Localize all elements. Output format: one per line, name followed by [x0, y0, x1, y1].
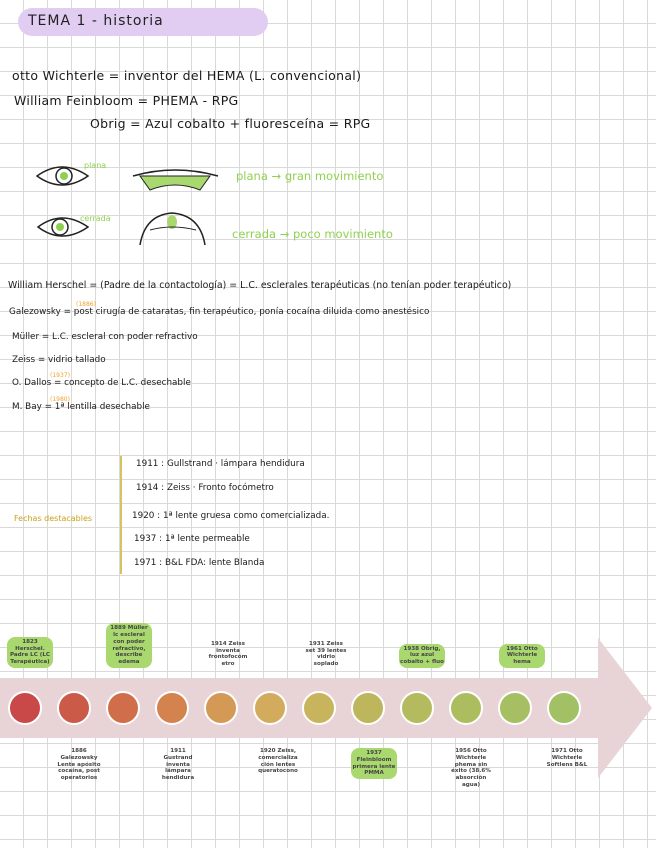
pupil-closed: [56, 223, 64, 231]
history-bay: M. Bay = 1ª lentilla desechable: [12, 402, 150, 412]
history-galezowsky-year: (1886): [76, 301, 96, 308]
timeline-label-top: 1961 Otto Wichterle hema: [499, 644, 545, 668]
history-dallos: O. Dallos = concepto de L.C. desechable: [12, 378, 191, 388]
timeline-label-bottom: 1911 Gustrand inventa lámpara hendidura: [161, 748, 195, 782]
timeline-label-bottom: 1971 Otto Wichterle Softlens B&L: [546, 748, 588, 768]
timeline-label-top: 1931 Zeiss set 39 lentes vidrio soplado: [305, 640, 347, 668]
timeline-milestone-dot: [401, 692, 433, 724]
history-muller: Müller = L.C. escleral con poder refractivo: [12, 332, 198, 342]
timeline-label-bottom: 1956 Otto Wichterle phema sin éxito (38.6% absorción agua): [451, 748, 491, 788]
history-herschel: William Herschel = (Padre de la contactología) = L.C. esclerales terapéuticas (no tenían poder terapéutico): [8, 280, 512, 291]
timeline-milestone-dot: [352, 692, 384, 724]
history-galezowsky: Galezowsky = post cirugía de cataratas, fin terapéutico, ponía cocaína diluida como anestésico: [9, 307, 430, 317]
key-dates-label: Fechas destacables: [14, 514, 93, 523]
intro-line-wichterle: otto Wichterle = inventor del HEMA (L. convencional): [12, 68, 362, 83]
timeline-milestone-dot: [107, 692, 139, 724]
key-date-item: 1971 : B&L FDA: lente Blanda: [134, 558, 265, 568]
intro-line-feinbloom: William Feinbloom = PHEMA - RPG: [14, 93, 239, 108]
timeline-milestone-dot: [205, 692, 237, 724]
key-date-item: 1920 : 1ª lente gruesa como comercializada.: [132, 511, 330, 521]
key-date-item: 1937 : 1ª lente permeable: [134, 534, 250, 544]
timeline-milestone-dot: [548, 692, 580, 724]
timeline-label-top: 1823 Herschel. Padre LC (LC Terapéutica): [7, 637, 53, 668]
timeline-label-top: 1914 Zeiss inventa frontofocóm etro: [208, 640, 248, 668]
caption-cerrada: cerrada → poco movimiento: [232, 227, 393, 241]
intro-line-obrig: Obrig = Azul cobalto + fluoresceína = RPG: [90, 116, 371, 131]
timeline-milestone-dot: [303, 692, 335, 724]
label-plana: plana: [84, 161, 107, 170]
timeline-milestone-dot: [499, 692, 531, 724]
timeline-label-top: 1938 Obrig, luz azul cobalto + fluo: [399, 644, 445, 668]
timeline-milestone-dot: [156, 692, 188, 724]
page-title: TEMA 1 - historia: [28, 13, 164, 29]
timeline-milestone-dot: [58, 692, 90, 724]
key-date-item: 1911 : Gullstrand · lámpara hendidura: [136, 459, 305, 469]
timeline-label-bottom: 1886 Galezowsky Lente apósito cocaína, post operatorios: [57, 748, 101, 782]
timeline-label-bottom: 1920 Zeiss, comercializa ción lentes queratocono: [258, 748, 298, 775]
timeline-milestone-dot: [9, 692, 41, 724]
history-zeiss: Zeiss = vidrio tallado: [12, 355, 106, 365]
history-bay-year: (1980): [50, 396, 70, 403]
key-date-item: 1914 : Zeiss · Fronto focómetro: [136, 483, 274, 493]
pupil-open: [60, 172, 68, 180]
timeline-label-bottom: 1937 Fleinbloom primera lente PMMA: [351, 748, 397, 779]
key-dates-divider: [120, 456, 122, 574]
history-dallos-year: (1937): [50, 372, 70, 379]
timeline-milestone-dot: [450, 692, 482, 724]
caption-plana: plana → gran movimiento: [236, 169, 384, 183]
label-cerrada: cerrada: [80, 214, 111, 223]
timeline-label-top: 1889 Müller lc escleral con poder refractivo, describe edema: [106, 623, 152, 668]
timeline-milestone-dot: [254, 692, 286, 724]
flat-lens-shape: [140, 176, 210, 190]
flat-lens-curve: [133, 170, 218, 176]
